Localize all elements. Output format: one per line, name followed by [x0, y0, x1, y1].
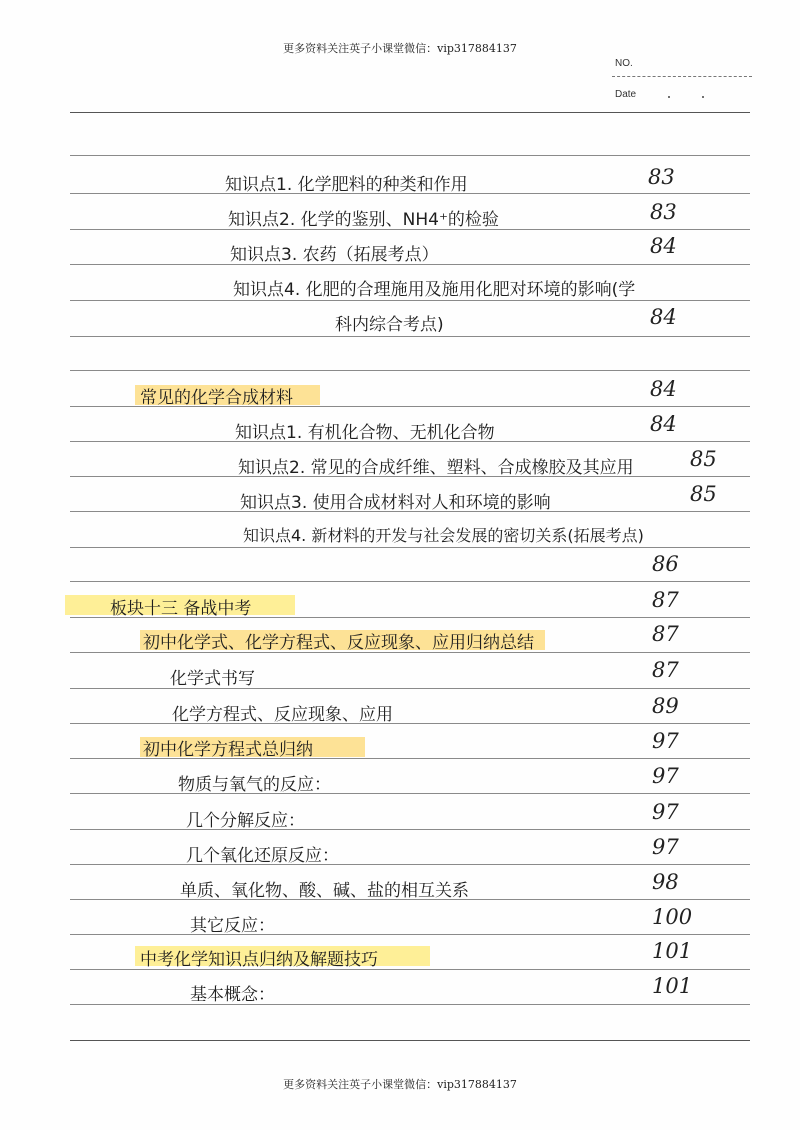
- toc-entry: 单质、氧化物、酸、碱、盐的相互关系: [180, 881, 469, 901]
- ruled-line: [70, 1004, 750, 1005]
- toc-entry: 其它反应：: [190, 916, 275, 936]
- no-label: NO.: [615, 58, 633, 69]
- toc-page-number: 85: [690, 482, 717, 506]
- toc-part-heading: 板块十三 备战中考: [110, 599, 252, 619]
- toc-page-number: 97: [652, 835, 679, 859]
- toc-entry: 知识点2. 常见的合成纤维、塑料、合成橡胶及其应用: [238, 458, 634, 478]
- toc-page-number: 97: [652, 764, 679, 788]
- toc-entry: 知识点3. 农药（拓展考点）: [230, 245, 439, 265]
- toc-page-number: 101: [652, 974, 693, 998]
- no-dashed-line: [612, 76, 752, 77]
- toc-entry: 科内综合考点): [335, 315, 444, 335]
- toc-entry: 物质与氧气的反应：: [178, 775, 331, 795]
- toc-entry: 化学方程式、反应现象、应用: [172, 705, 393, 725]
- toc-entry: 几个氧化还原反应：: [186, 846, 339, 866]
- toc-page-number: 87: [652, 588, 679, 612]
- ruled-line: [70, 581, 750, 582]
- toc-page-number: 87: [652, 622, 679, 646]
- toc-section-heading: 初中化学式、化学方程式、反应现象、应用归纳总结: [143, 633, 534, 653]
- toc-section-heading: 中考化学知识点归纳及解题技巧: [140, 950, 378, 970]
- toc-page-number: 84: [650, 412, 677, 436]
- toc-entry: 知识点1. 有机化合物、无机化合物: [235, 423, 495, 443]
- ruled-line: [70, 864, 750, 865]
- toc-page-number: 89: [652, 694, 679, 718]
- toc-entry: 基本概念：: [190, 985, 275, 1005]
- header-watermark: 更多资料关注英子小课堂微信：vip317884137: [283, 42, 517, 55]
- toc-page-number: 86: [652, 552, 679, 576]
- toc-entry: 化学式书写: [170, 669, 255, 689]
- date-dot: [668, 96, 670, 98]
- ruled-line: [70, 155, 750, 156]
- toc-page-number: 97: [652, 729, 679, 753]
- toc-page-number: 85: [690, 447, 717, 471]
- top-rule: [70, 112, 750, 113]
- toc-entry: 几个分解反应：: [186, 811, 305, 831]
- ruled-line: [70, 829, 750, 830]
- footer-watermark: 更多资料关注英子小课堂微信：vip317884137: [283, 1078, 517, 1091]
- toc-entry: 知识点2. 化学的鉴别、NH4⁺的检验: [228, 210, 499, 230]
- toc-entry: 知识点4. 化肥的合理施用及施用化肥对环境的影响(学: [233, 280, 636, 300]
- toc-page-number: 87: [652, 658, 679, 682]
- date-dot: [702, 96, 704, 98]
- toc-page-number: 83: [650, 200, 677, 224]
- toc-entry: 知识点3. 使用合成材料对人和环境的影响: [240, 493, 551, 513]
- toc-section-heading: 初中化学方程式总归纳: [143, 740, 313, 760]
- bottom-rule: [70, 1040, 750, 1041]
- ruled-line: [70, 547, 750, 548]
- toc-page-number: 97: [652, 800, 679, 824]
- date-label: Date: [615, 89, 637, 100]
- toc-page-number: 83: [648, 165, 675, 189]
- toc-page-number: 84: [650, 377, 677, 401]
- ruled-line: [70, 300, 750, 301]
- toc-section-heading: 常见的化学合成材料: [140, 388, 293, 408]
- toc-entry: 知识点4. 新材料的开发与社会发展的密切关系(拓展考点): [243, 526, 644, 545]
- toc-page-number: 100: [652, 905, 693, 929]
- toc-page-number: 84: [650, 305, 677, 329]
- toc-page-number: 98: [652, 870, 679, 894]
- toc-entry: 知识点1. 化学肥料的种类和作用: [225, 175, 468, 195]
- ruled-line: [70, 934, 750, 935]
- ruled-line: [70, 370, 750, 371]
- toc-page-number: 101: [652, 939, 693, 963]
- toc-page-number: 84: [650, 234, 677, 258]
- ruled-line: [70, 336, 750, 337]
- ruled-line: [70, 793, 750, 794]
